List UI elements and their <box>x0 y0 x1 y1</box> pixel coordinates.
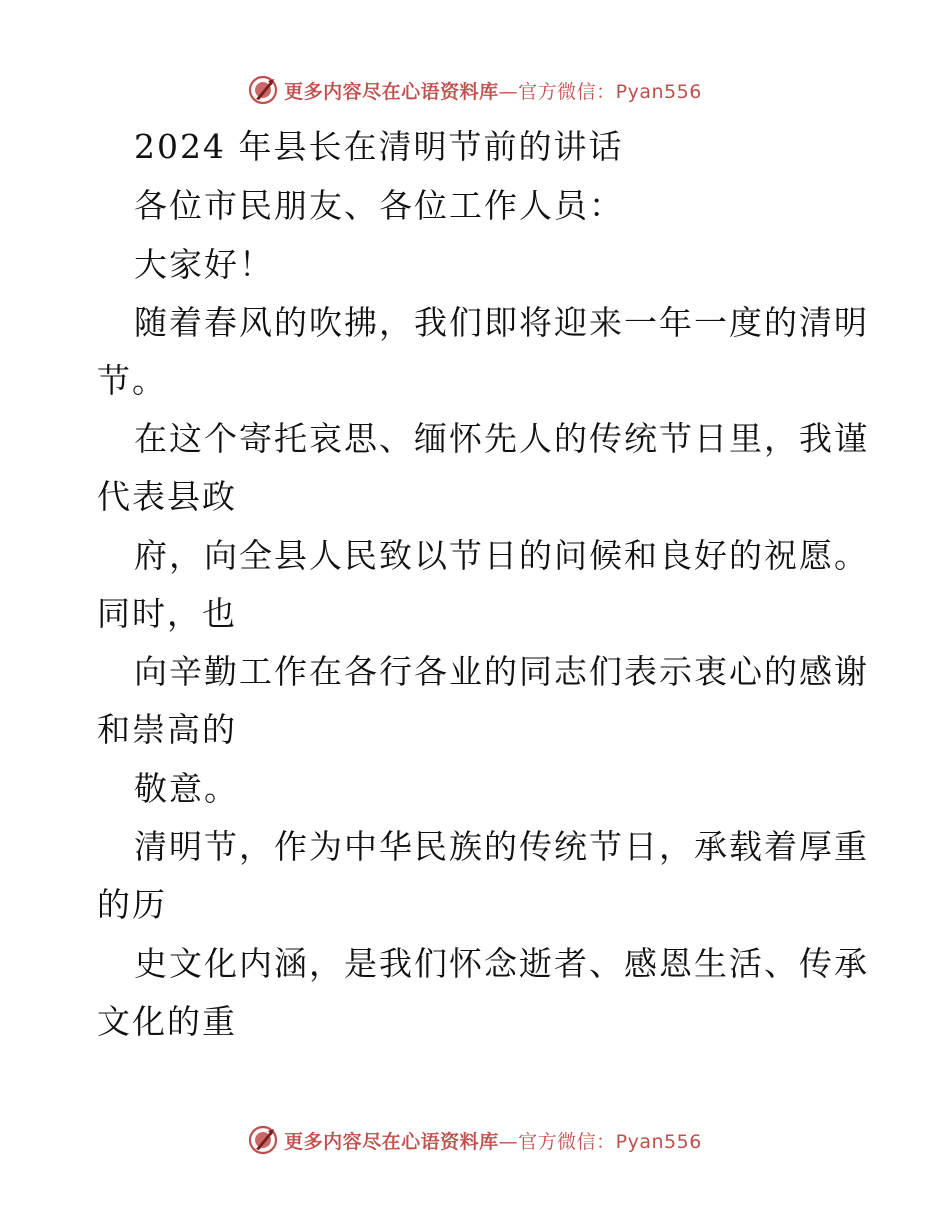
watermark-dash: — <box>498 1130 519 1153</box>
watermark-site-name: 更多内容尽在心语资料库 <box>284 80 499 103</box>
paragraph-line: 敬意。 <box>134 769 239 808</box>
watermark-wechat: 官方微信：Pyan556 <box>518 80 702 103</box>
paragraph-line: 和崇高的 <box>97 710 237 749</box>
watermark-text <box>284 77 702 104</box>
paragraph-line: 在这个寄托哀思、缅怀先人的传统节日里，我谨 <box>134 419 869 458</box>
footer-watermark <box>0 1120 950 1160</box>
paragraph-line: 向辛勤工作在各行各业的同志们表示衷心的感谢 <box>134 652 869 691</box>
paragraph-line: 清明节，作为中华民族的传统节日，承载着厚重 <box>134 827 869 866</box>
watermark-text <box>284 1127 702 1154</box>
paragraph-line: 的历 <box>97 885 167 924</box>
quill-pen-logo-icon <box>248 1125 278 1155</box>
watermark-site-name: 更多内容尽在心语资料库 <box>284 1130 499 1153</box>
header-watermark <box>0 70 950 110</box>
paragraph-line: 随着春风的吹拂，我们即将迎来一年一度的清明 <box>134 303 869 342</box>
paragraph-line: 同时，也 <box>97 594 237 633</box>
greeting: 大家好！ <box>134 245 274 284</box>
watermark-wechat: 官方微信：Pyan556 <box>518 1130 702 1153</box>
watermark-dash: — <box>498 80 519 103</box>
paragraph-line: 节。 <box>97 361 167 400</box>
paragraph-line: 代表县政 <box>97 477 237 516</box>
paragraph-line: 文化的重 <box>97 1002 237 1041</box>
paragraph-line: 史文化内涵，是我们怀念逝者、感恩生活、传承 <box>134 944 869 983</box>
paragraph-line: 府，向全县人民致以节日的问候和良好的祝愿。 <box>134 536 869 575</box>
salutation: 各位市民朋友、各位工作人员： <box>134 186 624 225</box>
quill-pen-logo-icon <box>248 75 278 105</box>
document-title: 2024 年县长在清明节前的讲话 <box>134 127 624 166</box>
